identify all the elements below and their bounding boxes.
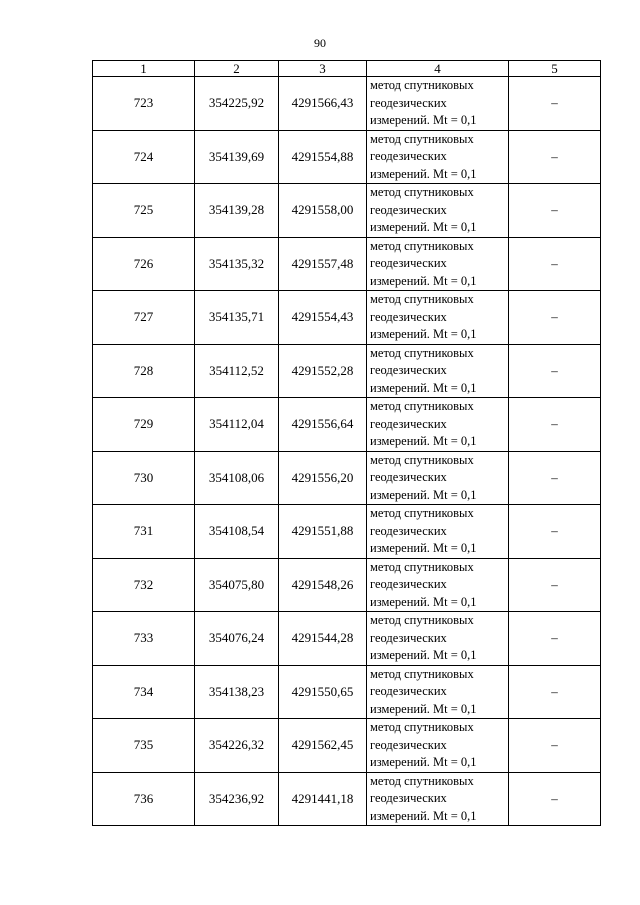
note: – (509, 558, 601, 612)
method-line: метод спутниковых (370, 720, 474, 734)
coord-y: 4291557,48 (279, 237, 367, 291)
note: – (509, 505, 601, 559)
coord-x: 354108,06 (195, 451, 279, 505)
method-line: метод спутниковых (370, 345, 474, 360)
note: – (509, 344, 601, 398)
method-line: геодезических (370, 737, 447, 752)
method-description (367, 772, 509, 826)
header-row (93, 61, 601, 77)
method-description (367, 291, 509, 345)
table-row (93, 398, 601, 452)
note: – (509, 451, 601, 505)
header-col-1: 1 (93, 61, 195, 77)
method-line: метод спутниковых (370, 131, 474, 146)
note: – (509, 130, 601, 184)
method-line: геодезических (370, 470, 447, 484)
note: – (509, 237, 601, 291)
table-row (93, 505, 601, 559)
method-description (367, 451, 509, 505)
point-number: 724 (93, 130, 195, 184)
note: – (509, 719, 601, 773)
method-line: геодезических (370, 791, 447, 805)
method-line: геодезических (370, 416, 447, 431)
coord-x: 354138,23 (195, 665, 279, 719)
coord-x: 354108,54 (195, 505, 279, 559)
method-line: метод спутниковых (370, 773, 474, 788)
method-line: геодезических (370, 202, 447, 217)
method-line: метод спутниковых (370, 185, 474, 199)
method-description (367, 505, 509, 559)
note: – (509, 612, 601, 666)
method-line: геодезических (370, 95, 447, 110)
note: – (509, 77, 601, 131)
method-line: метод спутниковых (370, 452, 474, 467)
coord-x: 354112,52 (195, 344, 279, 398)
table-row (93, 184, 601, 238)
coord-y: 4291558,00 (279, 184, 367, 238)
method-line: измерений. Mt = 0,1 (370, 166, 477, 181)
method-line: измерений. Mt = 0,1 (370, 434, 477, 448)
method-line: метод спутниковых (370, 613, 474, 627)
table-header (93, 61, 601, 77)
table-row (93, 291, 601, 345)
table-body (93, 77, 601, 826)
point-number: 732 (93, 558, 195, 612)
point-number: 726 (93, 237, 195, 291)
header-col-3: 3 (279, 61, 367, 77)
point-number: 725 (93, 184, 195, 238)
note: – (509, 665, 601, 719)
method-line: метод спутниковых (370, 506, 474, 520)
header-col-2: 2 (195, 61, 279, 77)
table-row (93, 451, 601, 505)
method-line: измерений. Mt = 0,1 (370, 648, 477, 662)
coord-y: 4291544,28 (279, 612, 367, 666)
method-description (367, 612, 509, 666)
point-number: 736 (93, 772, 195, 826)
method-line: геодезических (370, 256, 447, 270)
method-line: геодезических (370, 149, 447, 163)
table-row (93, 772, 601, 826)
point-number: 735 (93, 719, 195, 773)
method-line: измерений. Mt = 0,1 (370, 380, 477, 395)
method-description (367, 130, 509, 184)
coord-y: 4291552,28 (279, 344, 367, 398)
method-line: геодезических (370, 363, 447, 377)
method-line: измерений. Mt = 0,1 (370, 113, 477, 127)
method-line: измерений. Mt = 0,1 (370, 541, 477, 555)
coord-x: 354139,28 (195, 184, 279, 238)
method-line: измерений. Mt = 0,1 (370, 594, 477, 609)
method-description (367, 184, 509, 238)
method-line: метод спутниковых (370, 238, 474, 253)
method-line: измерений. Mt = 0,1 (370, 273, 477, 288)
method-line: измерений. Mt = 0,1 (370, 487, 477, 502)
table-row (93, 558, 601, 612)
coord-x: 354225,92 (195, 77, 279, 131)
coord-x: 354135,71 (195, 291, 279, 345)
coord-y: 4291548,26 (279, 558, 367, 612)
coord-y: 4291554,88 (279, 130, 367, 184)
header-col-4: 4 (367, 61, 509, 77)
note: – (509, 398, 601, 452)
method-description (367, 398, 509, 452)
page-number: 90 (314, 36, 326, 50)
coord-y: 4291554,43 (279, 291, 367, 345)
method-line: геодезических (370, 523, 447, 538)
method-line: геодезических (370, 309, 447, 324)
table-row (93, 719, 601, 773)
coord-x: 354236,92 (195, 772, 279, 826)
coord-x: 354139,69 (195, 130, 279, 184)
method-description (367, 665, 509, 719)
method-line: метод спутниковых (370, 559, 474, 574)
note: – (509, 184, 601, 238)
method-line: измерений. Mt = 0,1 (370, 755, 477, 769)
method-description (367, 558, 509, 612)
table-row (93, 77, 601, 131)
method-line: измерений. Mt = 0,1 (370, 220, 477, 234)
method-line: метод спутниковых (370, 292, 474, 306)
point-number: 729 (93, 398, 195, 452)
coord-y: 4291556,64 (279, 398, 367, 452)
point-number: 728 (93, 344, 195, 398)
header-col-5: 5 (509, 61, 601, 77)
method-line: измерений. Mt = 0,1 (370, 808, 477, 823)
point-number: 733 (93, 612, 195, 666)
coord-x: 354075,80 (195, 558, 279, 612)
method-line: метод спутниковых (370, 399, 474, 413)
method-description (367, 719, 509, 773)
table-row (93, 344, 601, 398)
method-line: геодезических (370, 577, 447, 591)
method-description (367, 237, 509, 291)
table-row (93, 612, 601, 666)
coord-y: 4291562,45 (279, 719, 367, 773)
coord-x: 354226,32 (195, 719, 279, 773)
note: – (509, 772, 601, 826)
method-line: метод спутниковых (370, 78, 474, 92)
method-line: измерений. Mt = 0,1 (370, 701, 477, 716)
table-row (93, 130, 601, 184)
coord-x: 354076,24 (195, 612, 279, 666)
table-row (93, 665, 601, 719)
coord-x: 354135,32 (195, 237, 279, 291)
coord-y: 4291566,43 (279, 77, 367, 131)
coord-y: 4291556,20 (279, 451, 367, 505)
method-description (367, 77, 509, 131)
method-line: метод спутниковых (370, 666, 474, 681)
coord-y: 4291441,18 (279, 772, 367, 826)
point-number: 727 (93, 291, 195, 345)
coordinates-table (92, 60, 601, 826)
note: – (509, 291, 601, 345)
point-number: 731 (93, 505, 195, 559)
table-row (93, 237, 601, 291)
coord-x: 354112,04 (195, 398, 279, 452)
method-line: геодезических (370, 630, 447, 645)
method-line: измерений. Mt = 0,1 (370, 327, 477, 341)
method-description (367, 344, 509, 398)
point-number: 723 (93, 77, 195, 131)
point-number: 734 (93, 665, 195, 719)
point-number: 730 (93, 451, 195, 505)
coord-y: 4291551,88 (279, 505, 367, 559)
coord-y: 4291550,65 (279, 665, 367, 719)
method-line: геодезических (370, 684, 447, 698)
